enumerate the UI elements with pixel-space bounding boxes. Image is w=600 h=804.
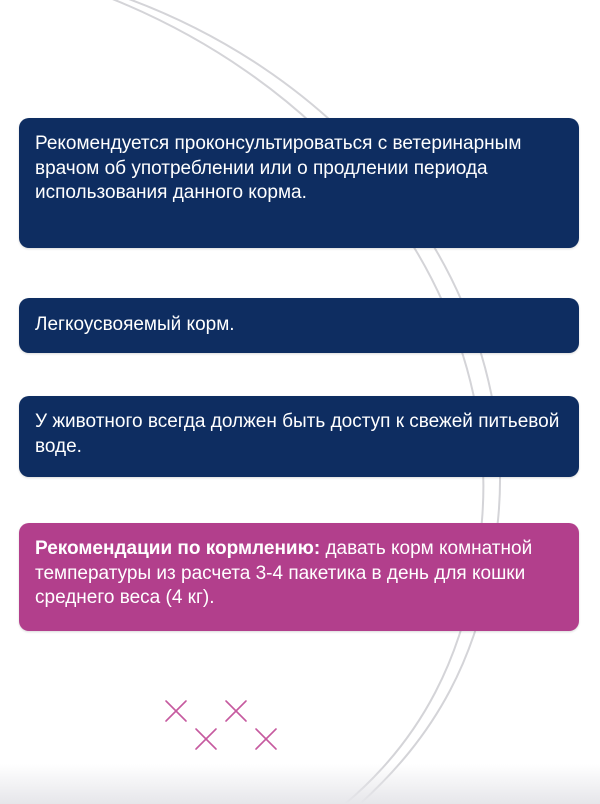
bottom-fade	[0, 764, 600, 804]
card-heading: Рекомендации по кормлению:	[35, 538, 321, 559]
card-text: Легкоусвояемый корм.	[35, 314, 235, 336]
card-text: У животного всегда должен быть доступ к свежей питьевой воде.	[35, 411, 560, 457]
cross-pattern-icon	[166, 701, 276, 749]
card-text: Рекомендуется проконсультироваться с ветеринарным врачом об употреблении или о продлении периода использования данного корма.	[35, 133, 522, 203]
info-card-consult-vet	[19, 118, 579, 248]
card-text: давать корм комнатной температуры из расчета 3-4 пакетика в день для кошки среднего веса (4 кг).	[35, 538, 533, 608]
info-card-digestible	[19, 298, 579, 353]
feeding-recommendation-card	[19, 523, 579, 631]
info-card-water-access	[19, 396, 579, 477]
